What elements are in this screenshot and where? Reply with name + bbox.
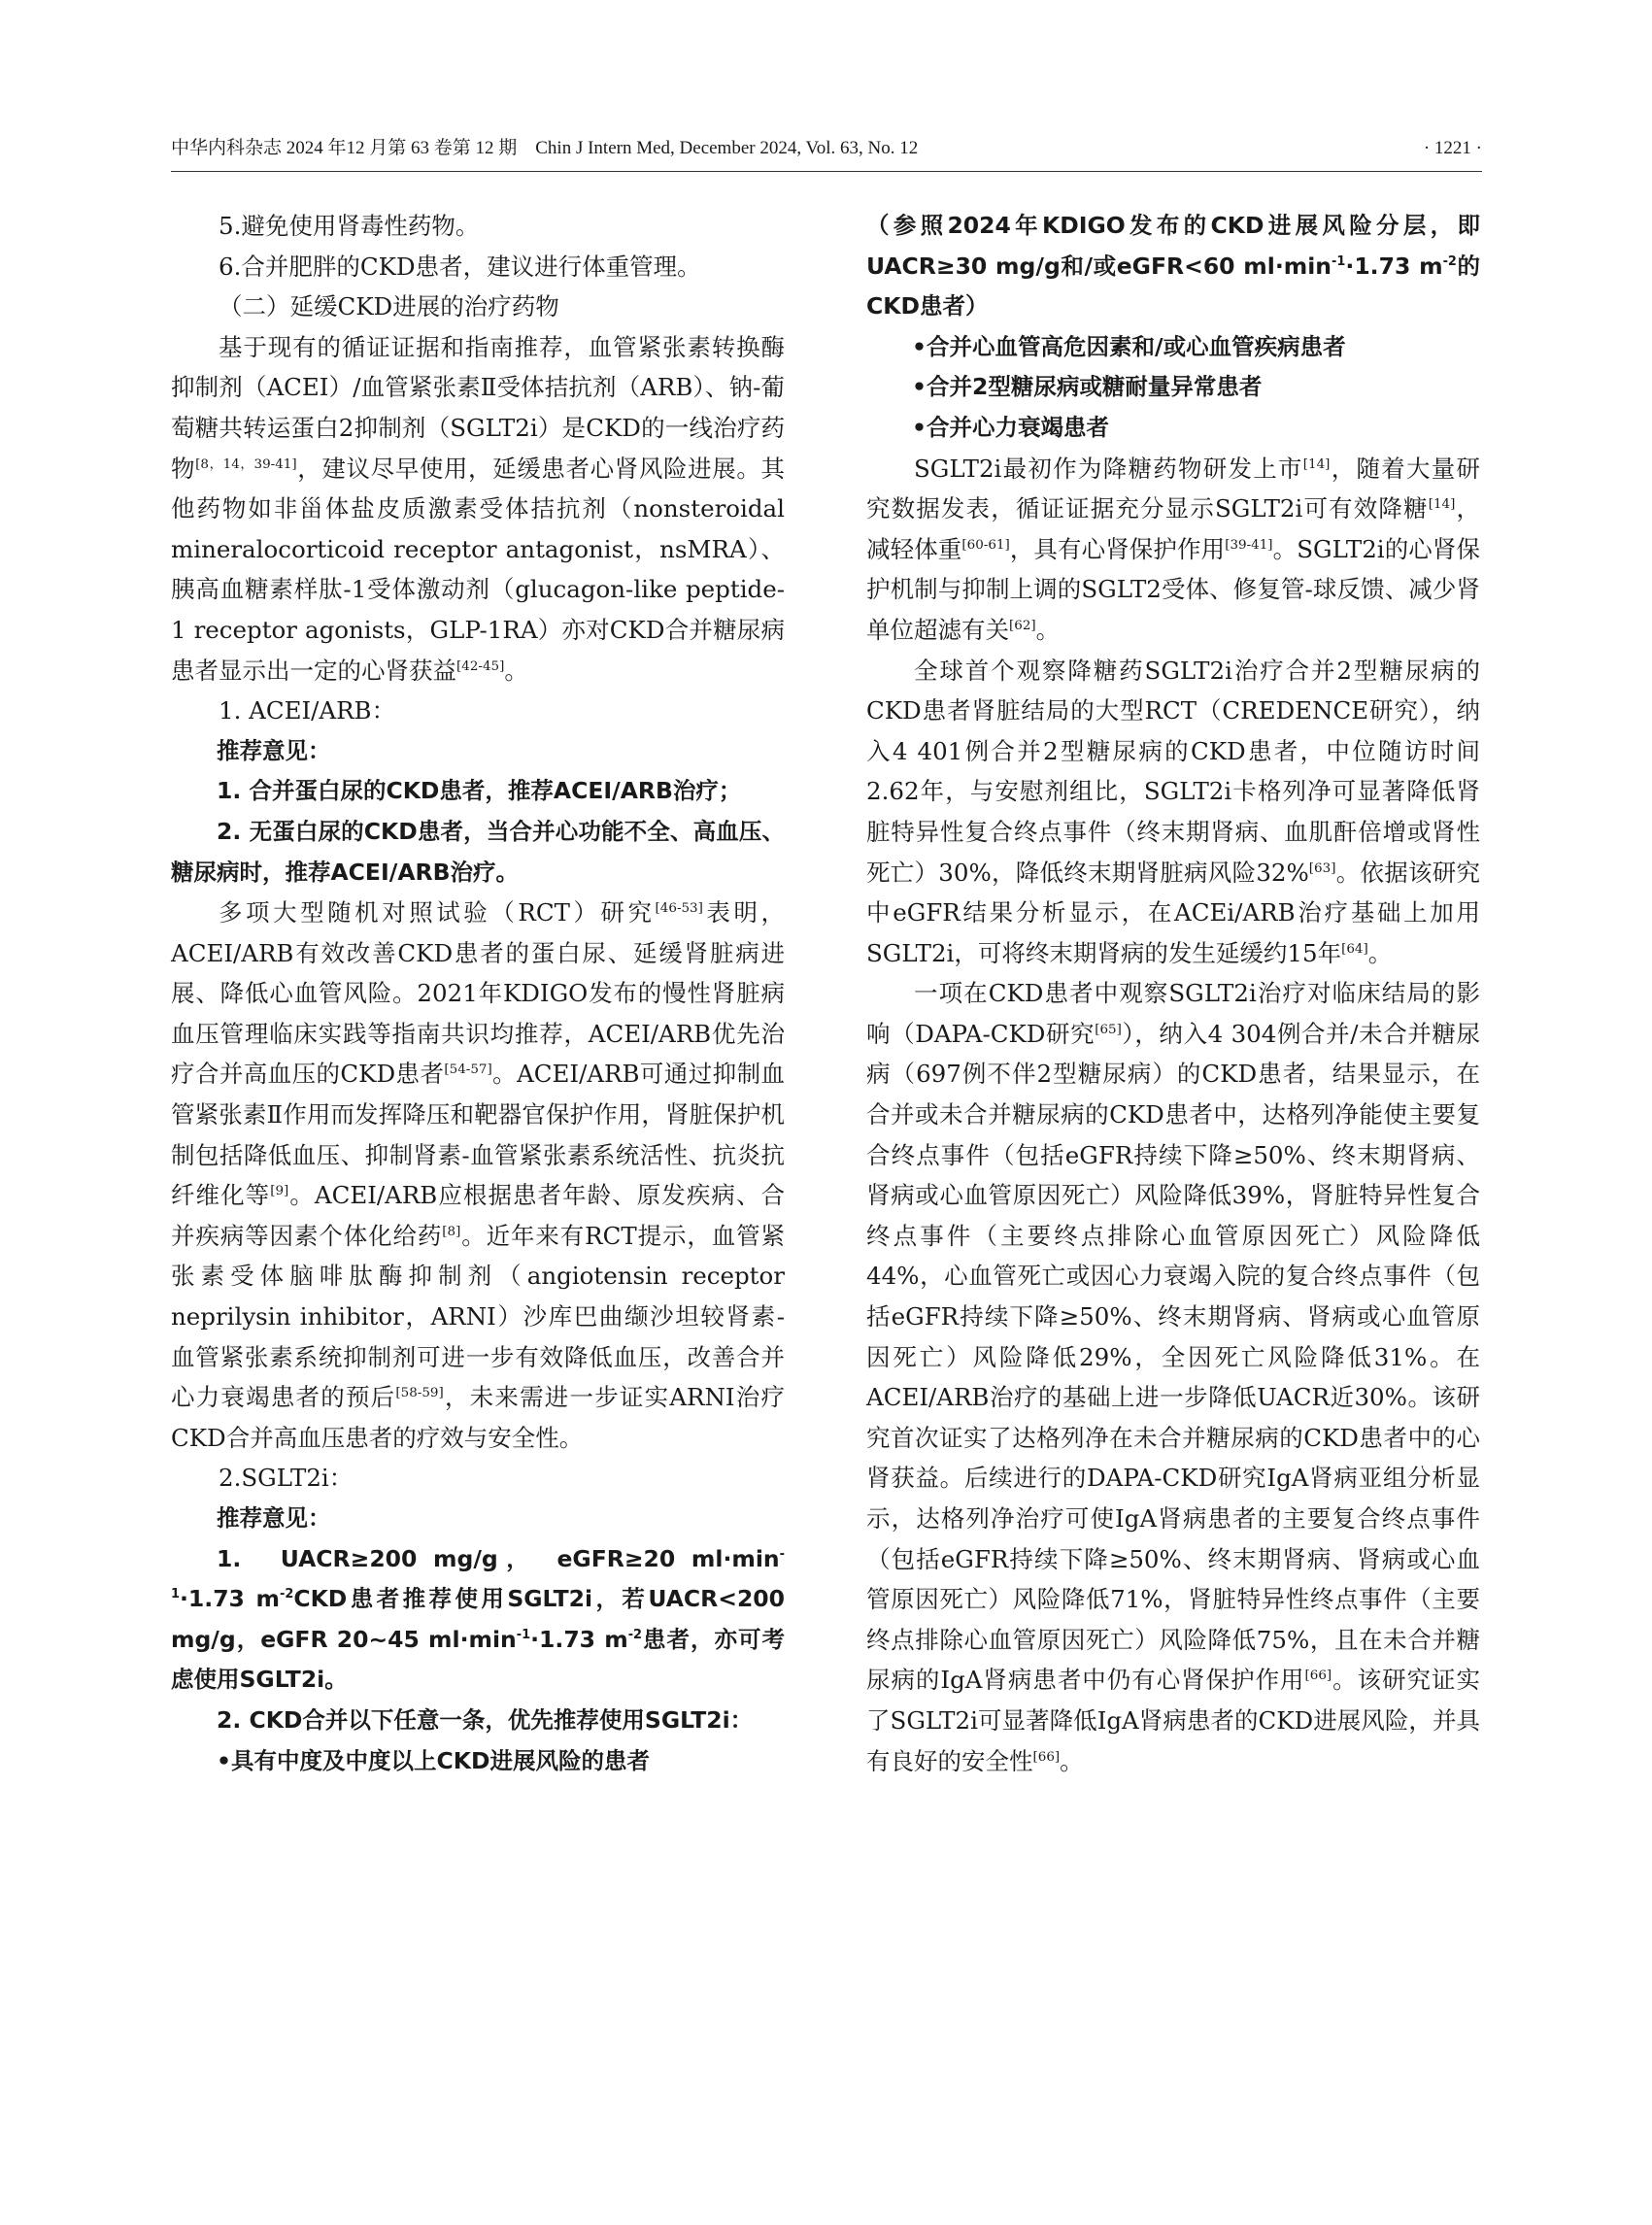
recommendation-label: 推荐意见： xyxy=(217,1504,331,1532)
citation: [8] xyxy=(442,1223,461,1239)
paragraph: 全球首个观察降糖药SGLT2i治疗合并2型糖尿病的CKD患者肾脏结局的大型RCT（CREDENCE研究），纳入4 401例合并2型糖尿病的CKD患者，中位随访时间2.62年，与安慰剂组比，SGLT2i卡格列净可显著降低肾脏特异性复合终点事件（终末期肾病、血肌酐倍增或肾性死亡）30%，降低终末期肾脏病风险32%[63]。依据该研究中eGFR结果分析显示，在ACEi/ARB治疗基础上加用SGLT2i，可将终末期肾病的发生延缓约15年[64]。 xyxy=(866,656,1481,967)
citation: [64] xyxy=(1341,940,1368,957)
paragraph: SGLT2i最初作为降糖药物研发上市[14]，随着大量研究数据发表，循证证据充分显示SGLT2i可有效降糖[14]，减轻体重[60-61]，具有心肾保护作用[39-41]。SGLT2i的心肾保护机制与抑制上调的SGLT2受体、修复管-球反馈、减少肾单位超滤有关[62]。 xyxy=(866,454,1481,644)
running-header xyxy=(171,136,1482,172)
journal-citation: 中华内科杂志 2024 年12 月第 63 卷第 12 期 Chin J Intern Med, December 2024, Vol. 63, No. 12 xyxy=(171,138,919,158)
paragraph: 6.合并肥胖的CKD患者，建议进行体重管理。 xyxy=(219,252,701,281)
citation: [66] xyxy=(1304,1668,1332,1684)
bullet-item: •合并心血管高危因素和/或心血管疾病患者 xyxy=(912,332,1346,360)
citation: [54-57] xyxy=(444,1062,492,1078)
recommendation: 1. 合并蛋白尿的CKD患者，推荐ACEI/ARB治疗； xyxy=(217,777,742,805)
citation: [63] xyxy=(1308,860,1336,876)
paragraph: 基于现有的循证证据和指南推荐，血管紧张素转换酶抑制剂（ACEI）/血管紧张素Ⅱ受体拮抗剂（ARB）、钠-葡萄糖共转运蛋白2抑制剂（SGLT2i）是CKD的一线治疗药物[8，14，39-41]，建议尽早使用，延缓患者心肾风险进展。其他药物如非甾体盐皮质激素受体拮抗剂（nonsteroidal mineralocorticoid receptor antagonist，nsMRA）、胰高血糖素样肽-1受体激动剂（glucagon-like peptide-1 receptor agonists，GLP-1RA）亦对CKD合并糖尿病患者显示出一定的心肾获益[42-45]。 xyxy=(171,332,786,685)
citation: [39-41] xyxy=(1225,536,1273,553)
subsection-heading: 1. ACEI/ARB： xyxy=(219,696,396,725)
recommendation: 1. UACR≥200 mg/g， eGFR≥20 $ml\cdot\min^{-1}\cdot 1.73$ $m^{-2}CKD$患者推荐使用SGLT2i，若UACR<200 mg/g，eGFR 20~45 $ml\cdot\min^{-1}\cdot 1.73$ $m^{-2}$患者，亦可考虑使用SGLT2i。 xyxy=(171,1544,786,1694)
citation: [65] xyxy=(1095,1021,1122,1037)
citation: [42-45] xyxy=(456,657,505,674)
recommendation: （参照2024年KDIGO发布的CKD进展风险分层，即UACR≥30 mg/g和/或eGFR<60 $ml\cdot\min^{-1}\cdot 1.73$ $m^{-2}$的CKD患者） xyxy=(866,212,1481,320)
citation: [60-61] xyxy=(961,536,1010,553)
citation: [62] xyxy=(1009,617,1036,633)
citation: [8，14，39-41] xyxy=(195,455,297,472)
recommendation-label: 推荐意见： xyxy=(217,736,331,764)
paragraph: 一项在CKD患者中观察SGLT2i治疗对临床结局的影响（DAPA-CKD研究[65]），纳入4 304例合并/未合并糖尿病（697例不伴2型糖尿病）的CKD患者，结果显示，在合并或未合并糖尿病的CKD患者中，达格列净能使主要复合终点事件（包括eGFR持续下降≥50%、终末期肾病、肾病或心血管原因死亡）风险降低39%，肾脏特异性复合终点事件（主要终点排除心血管原因死亡）风险降低44%，心血管死亡或因心力衰竭入院的复合终点事件（包括eGFR持续下降≥50%、终末期肾病、肾病或心血管原因死亡）风险降低29%，全因死亡风险降低31%。在ACEI/ARB治疗的基础上进一步降低UACR近30%。该研究首次证实了达格列净在未合并糖尿病的CKD患者中的心肾获益。后续进行的DAPA-CKD研究IgA肾病亚组分析显示，达格列净治疗可使IgA肾病患者的主要复合终点事件（包括eGFR持续下降≥50%、终末期肾病、肾病或心血管原因死亡）风险降低71%，肾脏特异性终点事件（主要终点排除心血管原因死亡）风险降低75%，且在未合并糖尿病的IgA肾病患者中仍有心肾保护作用[66]。该研究证实了SGLT2i可显著降低IgA肾病患者的CKD进展风险，并具有良好的安全性[66]。 xyxy=(866,979,1480,1775)
right-column xyxy=(866,206,1480,1781)
citation: [9] xyxy=(270,1183,289,1199)
citation: [46-53] xyxy=(655,899,703,916)
bullet-item: •合并2型糖尿病或糖耐量异常患者 xyxy=(912,373,1263,401)
recommendation: 2. CKD合并以下任意一条，优先推荐使用SGLT2i： xyxy=(217,1705,754,1734)
paragraph: 多项大型随机对照试验（RCT）研究[46-53]表明，ACEI/ARB有效改善CKD患者的蛋白尿、延缓肾脏病进展、降低心血管风险。2021年KDIGO发布的慢性肾脏病血压管理临床实践等指南共识均推荐，ACEI/ARB优先治疗合并高血压的CKD患者[54-57]。ACEI/ARB可通过抑制血管紧张素Ⅱ作用而发挥降压和靶器官保护作用，肾脏保护机制包括降低血压、抑制肾素-血管紧张素系统活性、抗炎抗纤维化等[9]。ACEI/ARB应根据患者年龄、原发疾病、合并疾病等因素个体化给药[8]。近年来有RCT提示，血管紧张素受体脑啡肽酶抑制剂（angiotensin receptor neprilysin inhibitor，ARNI）沙库巴曲缬沙坦较肾素-血管紧张素系统抑制剂可进一步有效降低血压，改善合并心力衰竭患者的预后[58-59]，未来需进一步证实ARNI治疗CKD合并高血压患者的疗效与安全性。 xyxy=(171,898,785,1452)
citation: [58-59] xyxy=(395,1385,444,1401)
left-column xyxy=(171,206,785,1781)
citation: [66] xyxy=(1032,1748,1061,1765)
bullet-item: •具有中度及中度以上CKD进展风险的患者 xyxy=(217,1746,650,1774)
section-heading: （二）延缓CKD进展的治疗药物 xyxy=(219,292,559,321)
citation: [14] xyxy=(1302,455,1331,472)
recommendation: 2. 无蛋白尿的CKD患者，当合并心功能不全、高血压、糖尿病时，推荐ACEI/ARB治疗。 xyxy=(171,817,785,886)
page-number: · 1221 · xyxy=(1423,138,1482,158)
paragraph: 5.避免使用肾毒性药物。 xyxy=(219,212,480,240)
bullet-item: •合并心力衰竭患者 xyxy=(912,413,1110,441)
citation: [14] xyxy=(1428,496,1456,512)
subsection-heading: 2.SGLT2i： xyxy=(219,1464,354,1493)
